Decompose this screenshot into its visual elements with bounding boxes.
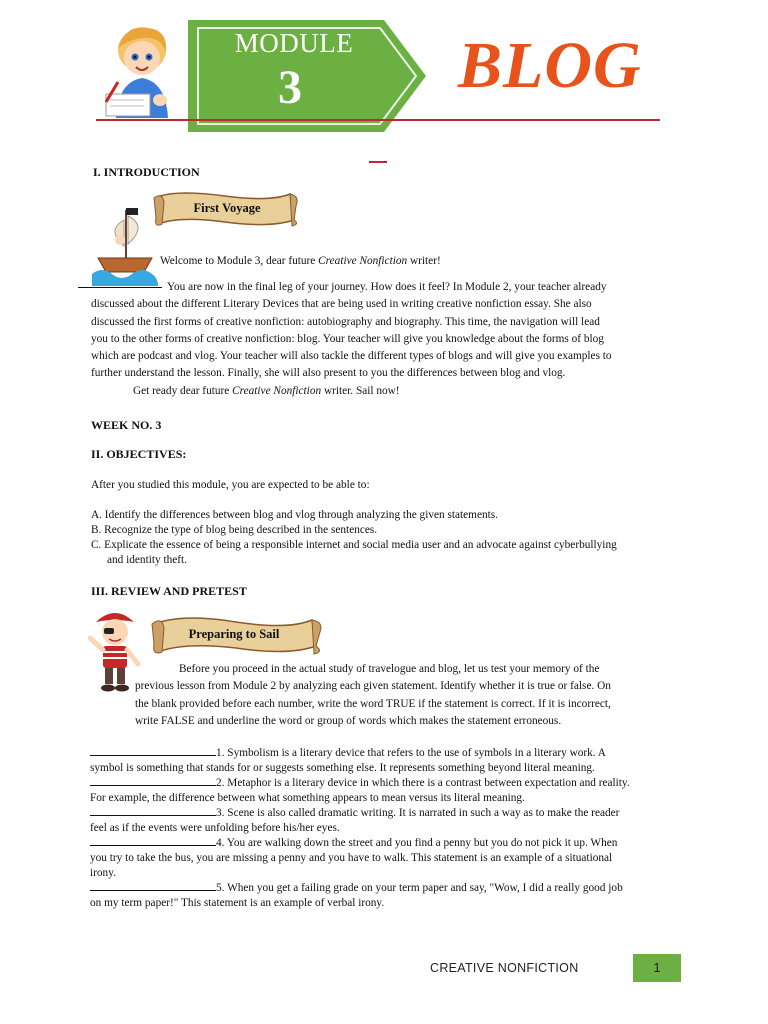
item-text: you try to take the bus, you are missing a penny and you have to walk. This statement is an example of a situational xyxy=(90,852,613,864)
page-title: BLOG xyxy=(458,29,642,102)
answer-blank[interactable] xyxy=(90,744,216,756)
objective-b: B. Recognize the type of blog being described in the sentences. xyxy=(91,524,378,536)
answer-blank[interactable] xyxy=(90,774,216,786)
section-heading-review: III. REVIEW AND PRETEST xyxy=(91,584,247,598)
answer-blank[interactable] xyxy=(90,834,216,846)
pretest-item-5 xyxy=(90,879,677,911)
welcome-emphasis: Creative Nonfiction xyxy=(318,255,408,267)
item-text: 5. When you get a failing grade on your term paper and say, "Wow, I did a really good job xyxy=(216,882,623,894)
intro-line: discussed about the different Literary Devices that are being used in writing creative nonfiction essay. She also xyxy=(91,298,592,311)
objective-a: A. Identify the differences between blog and vlog through analyzing the given statements. xyxy=(91,509,498,521)
header-dash xyxy=(369,161,387,163)
instruction-line: previous lesson from Module 2 by analyzing each given statement. Identify whether it is true or false. On xyxy=(135,680,611,693)
item-text: 1. Symbolism is a literary device that refers to the use of symbols in a literary work. A xyxy=(216,747,606,759)
objective-c: C. Explicate the essence of being a responsible internet and social media user and an advocate against cyberbullying xyxy=(91,539,617,551)
intro-line: further understand the lesson. Finally, she will also present to you the differences between blog and vlog. xyxy=(91,367,566,380)
item-text: 3. Scene is also called dramatic writing. It is narrated in such a way as to make the reader xyxy=(216,807,620,819)
page-number: 1 xyxy=(633,954,681,982)
banner-preparing-to-sail: Preparing to Sail xyxy=(188,627,280,641)
pretest-item-4 xyxy=(90,834,677,881)
instruction-line: the blank provided before each number, write the word TRUE if the statement is correct. If it is incorrect, xyxy=(135,697,611,710)
intro-line: which are podcast and vlog. Your teacher will also tackle the different types of blogs and will give you examples to xyxy=(91,350,612,363)
item-text: For example, the difference between what something appears to mean versus its literal meaning. xyxy=(90,792,525,804)
student-writing-illustration xyxy=(96,20,188,118)
intro-paragraph xyxy=(91,279,677,383)
module-label: MODULE xyxy=(234,28,354,58)
pretest-item-1 xyxy=(90,744,677,776)
item-text: 4. You are walking down the street and you find a penny but you do not pick it up. When xyxy=(216,837,618,849)
pretest-instructions xyxy=(135,661,677,730)
answer-blank[interactable] xyxy=(90,804,216,816)
objective-c-continued: and identity theft. xyxy=(107,554,187,566)
pirate-boat-icon xyxy=(92,200,158,286)
item-text: on my term paper!" This statement is an example of verbal irony. xyxy=(90,897,385,909)
pretest-item-2 xyxy=(90,774,677,806)
instruction-line: Before you proceed in the actual study of travelogue and blog, let us test your memory of the xyxy=(179,663,600,675)
closing-emphasis: Creative Nonfiction xyxy=(232,385,322,397)
welcome-text-end: writer! xyxy=(407,255,441,267)
intro-line: discussed the first forms of creative nonfiction: autobiography and biography. This time, the navigation will lead xyxy=(91,315,600,328)
item-text: 2. Metaphor is a literary device in which there is a contrast between expectation and reality. xyxy=(216,777,630,789)
intro-line: you to the other forms of creative nonfiction: blog. Your teacher will give you knowledge about the forms of blog xyxy=(91,332,604,345)
closing-text-end: writer. Sail now! xyxy=(321,385,400,397)
banner-first-voyage: First Voyage xyxy=(193,201,261,215)
item-text: symbol is something that stands for or suggests something else. It represents something beyond literal meaning. xyxy=(90,762,595,774)
answer-blank[interactable] xyxy=(90,879,216,891)
pirate-kid-icon xyxy=(88,608,142,692)
week-label: WEEK NO. 3 xyxy=(91,418,162,432)
item-text: feel as if the events were unfolding before his/her eyes. xyxy=(90,822,340,834)
closing-text: Get ready dear future xyxy=(133,385,233,397)
section-heading-introduction: I. INTRODUCTION xyxy=(93,165,200,179)
module-number: 3 xyxy=(278,61,302,114)
header-divider xyxy=(96,119,660,121)
pretest-item-3 xyxy=(90,804,677,836)
objectives-intro: After you studied this module, you are expected to be able to: xyxy=(91,479,370,491)
welcome-text: Welcome to Module 3, dear future xyxy=(160,255,319,267)
item-text: irony. xyxy=(90,867,116,879)
instruction-line: write FALSE and underline the word or group of words which makes the statement erroneous. xyxy=(135,714,562,727)
section-heading-objectives: II. OBJECTIVES: xyxy=(91,447,187,461)
footer-subject-label: CREATIVE NONFICTION xyxy=(430,961,579,975)
intro-line: You are now in the final leg of your journey. How does it feel? In Module 2, your teacher already xyxy=(167,281,607,293)
